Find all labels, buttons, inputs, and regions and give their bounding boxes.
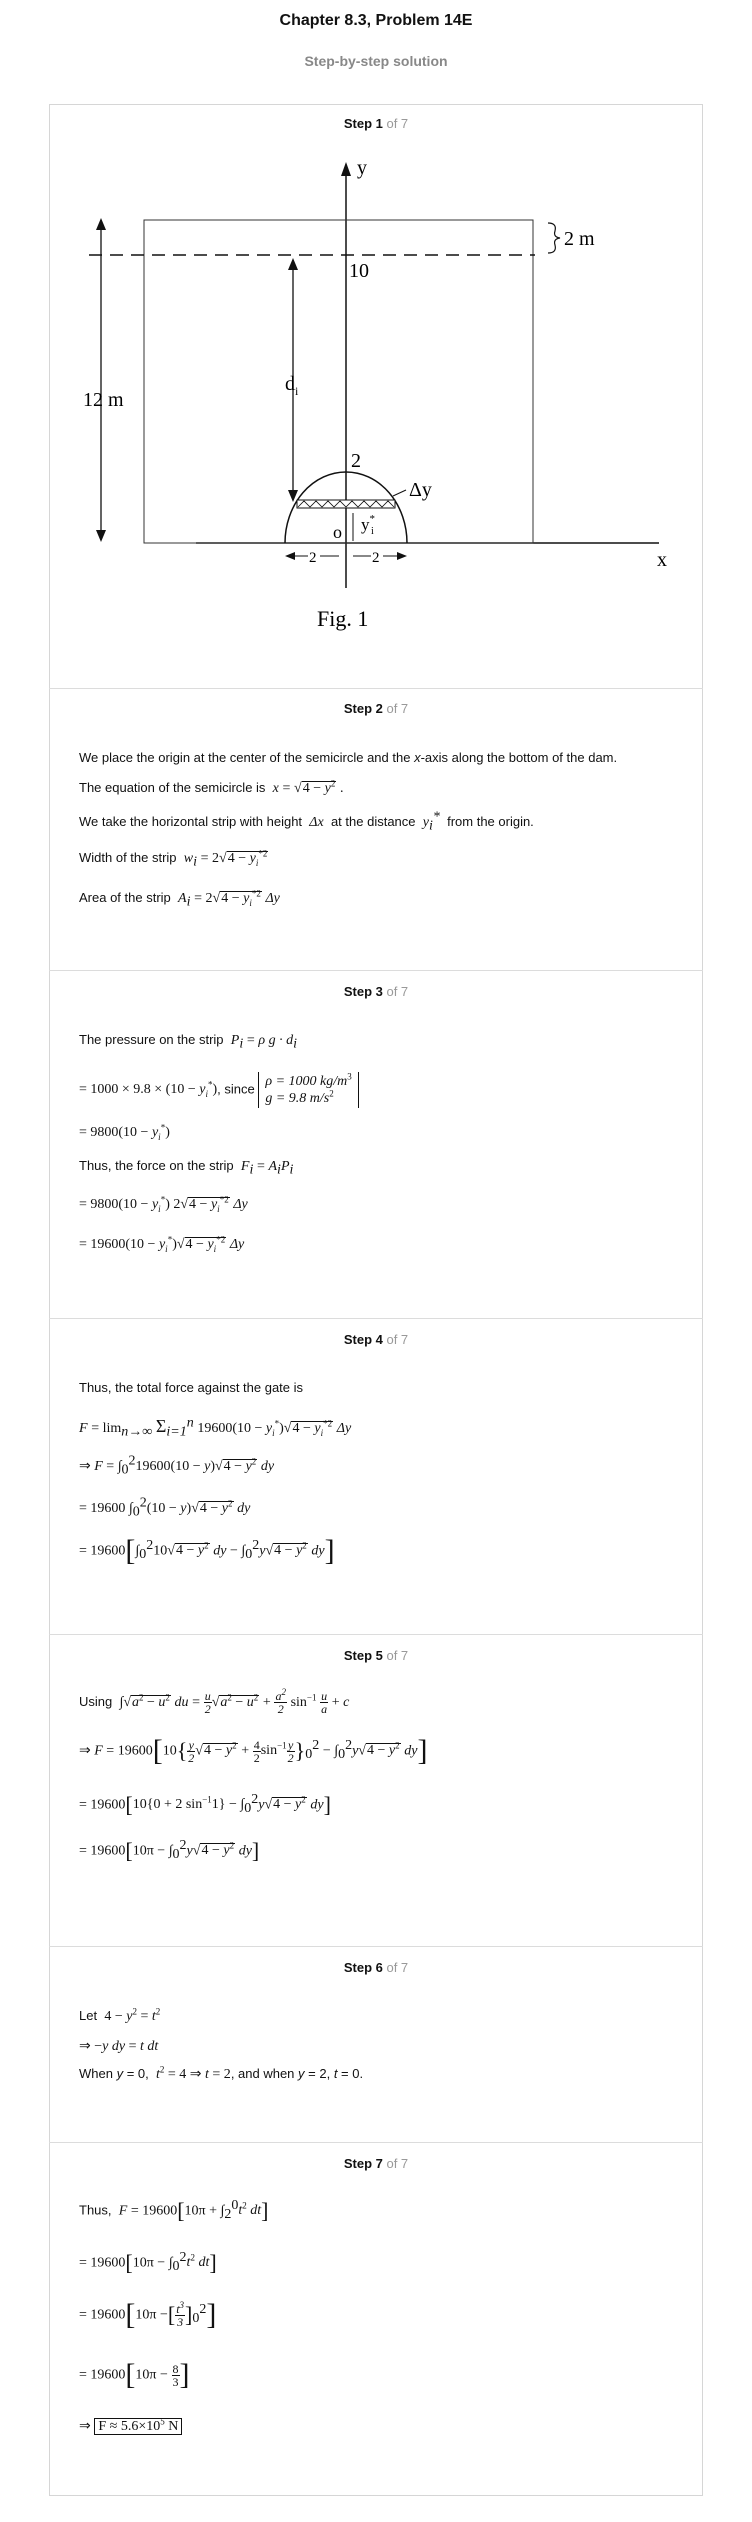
- step-7-heading: [49, 2156, 703, 2171]
- label-origin: o: [333, 522, 342, 542]
- step5-line4: = $19600[10\pi - \int_0^2y√4 - y^2$ dy]: [79, 1838, 260, 1863]
- label-right-2: 2: [372, 550, 380, 566]
- step6-line1: Let $4 - y^2 = t^2$: [79, 2006, 161, 2024]
- step-6: [49, 1946, 703, 2142]
- step-total: of 7: [382, 1960, 409, 1975]
- x-axis-label: x: [657, 549, 667, 571]
- step7-line2: = $19600[10\pi - \int_0^2t^2$ dt]: [79, 2250, 217, 2275]
- step4-line1: Thus, the total force against the gate is: [79, 1380, 304, 1395]
- step5-line3: = 19600[10{0 + 2 $\sin^{-1}1\} - \int_0^2y√4 - y^2$ dy]: [79, 1792, 331, 1817]
- step-1: [49, 104, 703, 688]
- step-number: Step 6: [343, 1960, 383, 1975]
- step4-line5: = $19600[\int_0^210√4 - y^2$ dy − $\int_0^2y√4 - y^2$ dy]: [79, 1534, 335, 1567]
- step-number: Step 5: [343, 1648, 383, 1663]
- step2-line3: We take the horizontal strip with height Δx at the distance $y_i^*$ from the origin.: [79, 809, 534, 834]
- right-dim-arrow: [397, 552, 407, 560]
- label-delta-y: Δy: [409, 479, 432, 501]
- label-2m: 2 m: [564, 228, 595, 250]
- left-dim-arrow: [285, 552, 295, 560]
- step3-line6: = $19600(10 - y_i^*)√4 - y_i^{*2}$ Δy: [79, 1234, 245, 1254]
- step6-line2: ⇒ −y dy = t dt: [79, 2039, 159, 2054]
- step-number: Step 4: [343, 1332, 383, 1347]
- step-2-heading: [49, 701, 703, 716]
- step5-line2: ⇒ F = 19600[10{ $\frac{y}{2}$ $√4 - y^2$ + $\frac{4}{2}$ $\sin^{-1}$ $\frac{y}{2}$ }$_0^2 - \int_0^2y√4 - y^2$ dy]: [79, 1734, 428, 1767]
- step-5-heading: [49, 1648, 703, 1663]
- height-arrow-bottom: [96, 530, 106, 542]
- dam-rectangle: [144, 220, 533, 543]
- label-yi: y* i: [361, 513, 375, 537]
- step7-line1: Thus, $F = 19600[10\pi + \int_2^0t^2$ dt]: [79, 2198, 269, 2223]
- step3-line3: = $9800(10 - y_i^*)$: [79, 1122, 170, 1142]
- brace-2m: [548, 223, 560, 253]
- step2-line5: Area of the strip $A_i = 2√4 - y_i^{*2}$ Δy: [79, 888, 280, 910]
- step-number: Step 2: [343, 701, 383, 716]
- step-total: of 7: [382, 1648, 409, 1663]
- step-number: Step 1: [343, 116, 383, 131]
- label-left-2: 2: [309, 550, 317, 566]
- step-6-heading: [49, 1960, 703, 1975]
- page-title: Chapter 8.3, Problem 14E: [279, 12, 473, 29]
- step-total: of 7: [382, 2156, 409, 2171]
- step-number: Step 7: [343, 2156, 383, 2171]
- step-total: of 7: [382, 1332, 409, 1347]
- height-arrow-top: [96, 218, 106, 230]
- step2-line4: Width of the strip $w_i = 2√4 - y_i^{*2}$: [79, 848, 268, 870]
- figure-caption: Fig. 1: [317, 606, 369, 631]
- step7-line5: ⇒ $F \approx 5.6\times 10^5$ N: [79, 2418, 182, 2435]
- step-7: [49, 2142, 703, 2494]
- step-2: [49, 688, 703, 970]
- step-3: [49, 970, 703, 1318]
- label-top-2: 2: [351, 450, 361, 472]
- step3-line4: Thus, the force on the strip $F_i = A_iP_i$: [79, 1158, 294, 1178]
- step-number: Step 3: [343, 984, 383, 999]
- depth-arrow-top: [288, 258, 298, 270]
- final-answer: $F \approx 5.6\times 10^5$ N: [94, 2418, 182, 2435]
- label-di: $d_i$: [285, 373, 299, 398]
- y-axis-label: y: [357, 157, 367, 179]
- page-subtitle: Step-by-step solution: [304, 53, 448, 69]
- y-axis-arrow: [341, 162, 351, 176]
- step2-line2: The equation of the semicircle is $x = √4 - y^2$ .: [79, 778, 344, 796]
- step-total: of 7: [382, 116, 409, 131]
- step-total: of 7: [382, 701, 409, 716]
- step2-line1: We place the origin at the center of the semicircle and the x-axis along the bottom of the dam.: [79, 750, 618, 765]
- step-total: of 7: [382, 984, 409, 999]
- delta-y-pointer: [393, 490, 406, 496]
- step-5: [49, 1634, 703, 1946]
- dam-figure: [49, 104, 703, 688]
- step5-line1: Using $\int√a^2 - u^2$ du = $\frac{u}{2}$ $√a^2 - u^2$ + $\frac{a^2}{2}$ $\sin^{-1}$ $\frac{u}{a}$ + c: [79, 1687, 350, 1716]
- step-3-heading: [49, 984, 703, 999]
- step7-line3: = 19600[10π −[ $\frac{t^3}{3}$ ]$_0^2$]: [79, 2298, 217, 2331]
- step3-line1: The pressure on the strip $P_i = \rho$ $g \cdot d_i$: [79, 1032, 297, 1052]
- step3-line5: = $9800(10 - y_i^*)$ $2√4 - y_i^{*2}$ Δy: [79, 1194, 248, 1214]
- step3-line2: = $1000 \times 9.8 \times (10 - y_i^*)$, since ρ = 1000 $kg/m^3$ g = 9.8 $m/s^2$: [79, 1072, 359, 1108]
- label-12m: 12 m: [83, 389, 124, 411]
- step-4: [49, 1318, 703, 1634]
- step6-line3: When y = 0, $t^2 = 4$ ⇒ t = 2, and when y = 2, t = 0.: [79, 2064, 364, 2082]
- step7-line4: = 19600[10π − $\frac{8}{3}$ ]: [79, 2358, 190, 2391]
- label-10: 10: [349, 260, 369, 282]
- step-4-heading: [49, 1332, 703, 1347]
- step4-line3: ⇒ $F = \int_0^219600(10 - y)√4 - y^2$ dy: [79, 1453, 275, 1478]
- step4-line2: $F = \lim_{n\to\infty} \Sigma_{i=1}^n$ $19600(10 - y_i^*)√4 - y_i^{*2}$ Δy: [79, 1415, 352, 1440]
- step4-line4: = 19600 $\int_0^2(10 - y)√4 - y^2$ dy: [79, 1495, 251, 1520]
